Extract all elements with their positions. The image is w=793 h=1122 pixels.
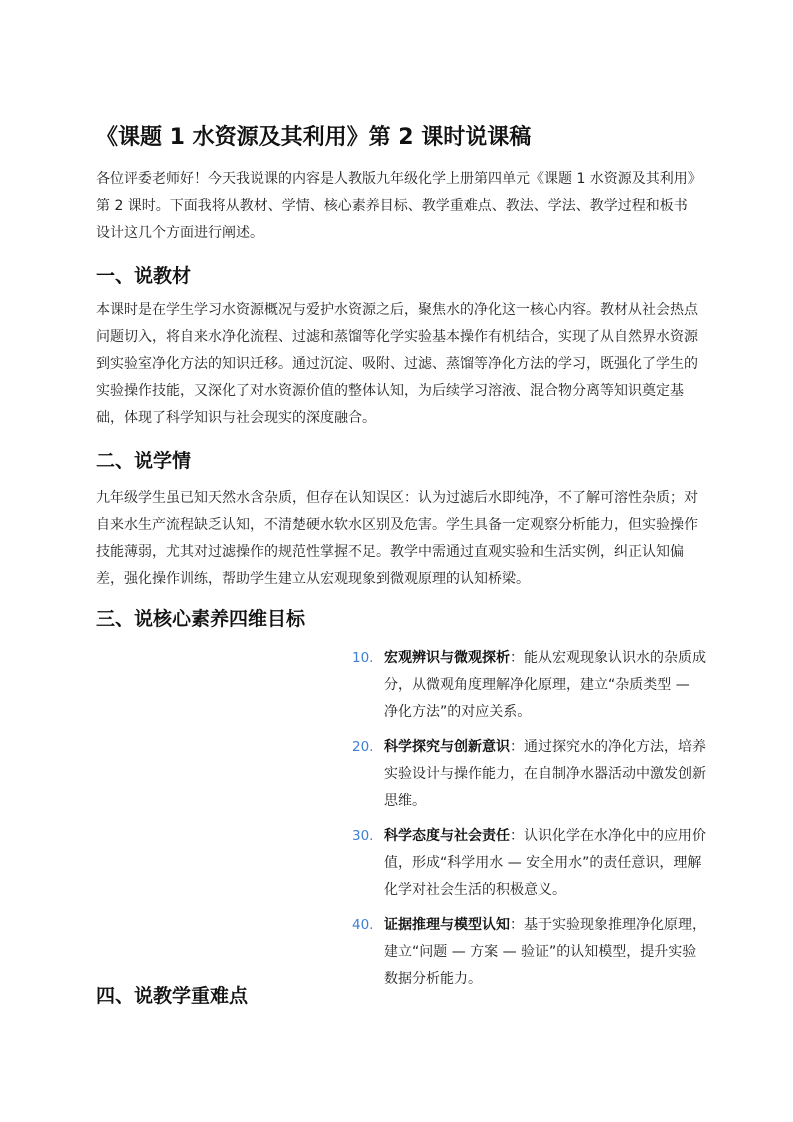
goal-body: ：通过探究水的净化方法，培养实验设计与操作能力，在自制净水器活动中激发创新思维。 xyxy=(384,739,706,809)
goal-title: 科学探究与创新意识 xyxy=(384,739,510,755)
goal-item xyxy=(352,823,706,904)
section-body-textbook: 本课时是在学生学习水资源概况与爱护水资源之后，聚焦水的净化这一核心内容。教材从社会热点问题切入，将自来水净化流程、过滤和蒸馏等化学实验基本操作有机结合，实现了从自然界水资源到实验室净化方法的知识迁移。通过沉淀、吸附、过滤、蒸馏等净化方法的学习，既强化了学生的实验操作技能，又深化了对水资源价值的整体认知，为后续学习溶液、混合物分离等知识奠定基础，体现了科学知识与社会现实的深度融合。 xyxy=(96,302,698,426)
goal-number: 40. xyxy=(352,917,374,933)
goal-title: 科学态度与社会责任 xyxy=(384,828,510,844)
goal-number: 10. xyxy=(352,650,374,666)
goal-body: ：基于实验现象推理净化原理，建立“问题 — 方案 — 验证”的认知模型，提升实验数据分析能力。 xyxy=(384,917,706,987)
goal-item xyxy=(352,912,706,993)
section-heading-keypoints: 四、说教学重难点 xyxy=(96,985,249,1007)
goal-body: ：认识化学在水净化中的应用价值，形成“科学用水 — 安全用水”的责任意识，理解化学对社会生活的积极意义。 xyxy=(384,828,706,898)
goal-title: 证据推理与模型认知 xyxy=(384,917,510,933)
section-heading-goals: 三、说核心素养四维目标 xyxy=(96,608,306,630)
page-title: 《课题 1 水资源及其利用》第 2 课时说课稿 xyxy=(96,125,532,150)
goals-list xyxy=(352,645,706,1001)
goal-title: 宏观辨识与微观探析 xyxy=(384,650,510,666)
goal-body: ：能从宏观现象认识水的杂质成分，从微观角度理解净化原理，建立“杂质类型 — 净化方法”的对应关系。 xyxy=(384,650,706,720)
goal-number: 30. xyxy=(352,828,374,844)
goal-item xyxy=(352,734,706,815)
goal-number: 20. xyxy=(352,739,374,755)
section-body-students: 九年级学生虽已知天然水含杂质，但存在认知误区：认为过滤后水即纯净，不了解可溶性杂质；对自来水生产流程缺乏认知，不清楚硬水软水区别及危害。学生具备一定观察分析能力，但实验操作技能薄弱，尤其对过滤操作的规范性掌握不足。教学中需通过直观实验和生活实例，纠正认知偏差，强化操作训练，帮助学生建立从宏观现象到微观原理的认知桥梁。 xyxy=(96,490,698,587)
goal-item xyxy=(352,645,706,726)
intro-paragraph: 各位评委老师好！今天我说课的内容是人教版九年级化学上册第四单元《课题 1 水资源及其利用》第 2 课时。下面我将从教材、学情、核心素养目标、教学重难点、教法、学法、教学过程和板书设计这几个方面进行阐述。 xyxy=(96,171,695,241)
section-heading-textbook: 一、说教材 xyxy=(96,265,192,287)
section-heading-students: 二、说学情 xyxy=(96,450,192,472)
